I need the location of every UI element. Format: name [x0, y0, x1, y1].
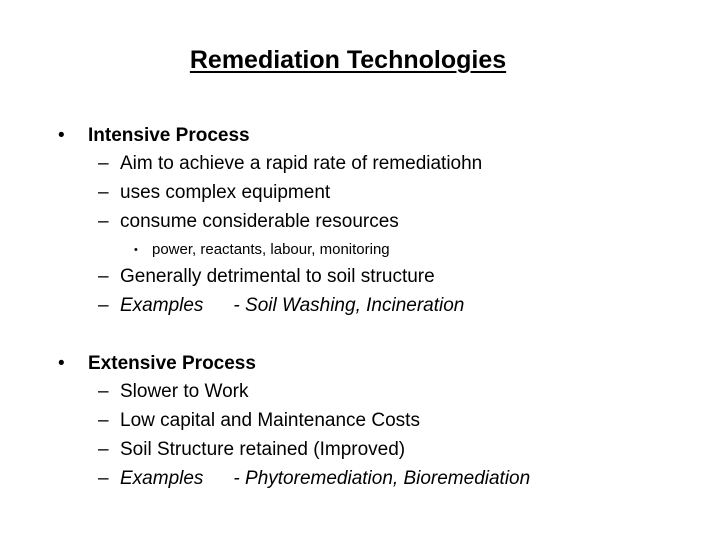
example-text — [120, 467, 530, 491]
dash-icon: – — [98, 266, 109, 287]
sub-bullet-icon: • — [134, 244, 138, 256]
example-text — [120, 294, 464, 318]
slide-title: Remediation Technologies — [189, 46, 507, 74]
dash-icon: – — [98, 439, 109, 460]
dash-icon: – — [98, 468, 109, 489]
list-item-text: Generally detrimental to soil structure — [120, 266, 435, 287]
list-item-text: consume considerable resources — [120, 211, 399, 232]
dash-icon: – — [98, 211, 109, 232]
list-item-text: Soil Structure retained (Improved) — [120, 439, 406, 460]
bullet-icon: • — [58, 353, 65, 374]
list-item-text: Low capital and Maintenance Costs — [120, 410, 420, 431]
heading-label: Extensive Process — [88, 353, 256, 374]
list-item-text: uses complex equipment — [120, 182, 331, 203]
list-item-text: Slower to Work — [120, 381, 249, 402]
sub-list-item-text: power, reactants, labour, monitoring — [152, 241, 390, 258]
bullet-icon: • — [58, 125, 65, 146]
example-values: - Soil Washing, Incineration — [233, 295, 465, 316]
list-item-text: Aim to achieve a rapid rate of remediatiohn — [120, 153, 483, 174]
example-values: - Phytoremediation, Bioremediation — [233, 468, 531, 489]
example-label: Examples — [120, 468, 204, 489]
dash-icon: – — [98, 182, 109, 203]
dash-icon: – — [98, 410, 109, 431]
heading-label: Intensive Process — [88, 125, 250, 146]
dash-icon: – — [98, 295, 109, 316]
dash-icon: – — [98, 153, 109, 174]
example-label: Examples — [120, 295, 204, 316]
dash-icon: – — [98, 381, 109, 402]
